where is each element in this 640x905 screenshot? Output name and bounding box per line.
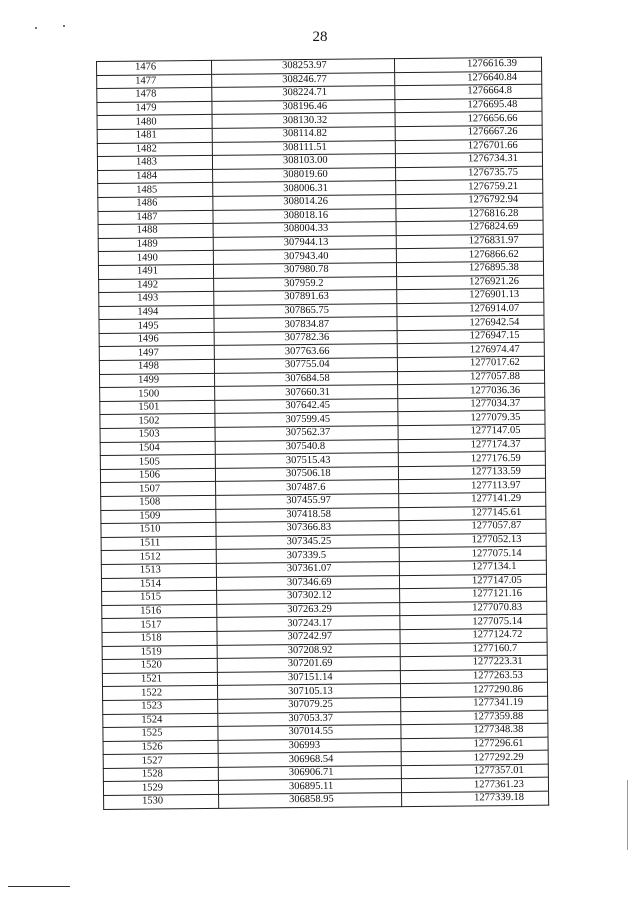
x-coordinate-cell: 307599.45: [215, 412, 398, 427]
x-coordinate-cell: 307506.18: [215, 466, 398, 481]
y-coordinate-cell: 1277034.37: [398, 397, 545, 412]
y-coordinate-cell: 1277359.88: [401, 710, 548, 725]
point-number-cell: 1515: [102, 591, 217, 606]
point-number-cell: 1522: [103, 686, 218, 701]
point-number-cell: 1521: [102, 672, 217, 687]
scan-speck: [63, 25, 65, 27]
point-number-cell: 1477: [97, 74, 212, 89]
point-number-cell: 1476: [97, 60, 212, 75]
point-number-cell: 1499: [100, 373, 215, 388]
point-number-cell: 1500: [100, 387, 215, 402]
point-number-cell: 1514: [101, 577, 216, 592]
point-number-cell: 1507: [101, 482, 216, 497]
table-row: [104, 791, 549, 809]
y-coordinate-cell: 1276824.69: [396, 220, 543, 235]
footer-rule: [8, 886, 70, 887]
x-coordinate-cell: 306895.11: [218, 779, 401, 794]
point-number-cell: 1520: [102, 658, 217, 673]
point-number-cell: 1490: [98, 251, 213, 266]
page-number: 28: [312, 29, 328, 45]
y-coordinate-cell: 1277176.59: [398, 451, 545, 466]
point-number-cell: 1501: [100, 400, 215, 415]
x-coordinate-cell: 308196.46: [212, 99, 395, 114]
point-number-cell: 1483: [97, 156, 212, 171]
y-coordinate-cell: 1277141.29: [399, 492, 546, 507]
x-coordinate-cell: 307515.43: [215, 453, 398, 468]
x-coordinate-cell: 307684.58: [215, 371, 398, 386]
x-coordinate-cell: 308253.97: [211, 59, 394, 74]
x-coordinate-cell: 307980.78: [213, 263, 396, 278]
y-coordinate-cell: 1276616.39: [394, 57, 541, 72]
x-coordinate-cell: 307208.92: [217, 643, 400, 658]
point-number-cell: 1518: [102, 631, 217, 646]
x-coordinate-cell: 307242.97: [217, 630, 400, 645]
point-number-cell: 1488: [98, 224, 213, 239]
x-coordinate-cell: 307763.66: [214, 344, 397, 359]
point-number-cell: 1503: [100, 427, 215, 442]
x-coordinate-cell: 306858.95: [219, 793, 402, 808]
y-coordinate-cell: 1276735.75: [396, 166, 543, 181]
x-coordinate-cell: 306993: [218, 738, 401, 753]
x-coordinate-cell: 307755.04: [214, 358, 397, 373]
y-coordinate-cell: 1277361.23: [401, 778, 548, 793]
y-coordinate-cell: 1277121.16: [400, 587, 547, 602]
y-coordinate-cell: 1276921.26: [397, 275, 544, 290]
point-number-cell: 1485: [98, 183, 213, 198]
point-number-cell: 1496: [99, 332, 214, 347]
y-coordinate-cell: 1277263.53: [400, 669, 547, 684]
y-coordinate-cell: 1277079.35: [398, 411, 545, 426]
x-coordinate-cell: 307834.87: [214, 317, 397, 332]
y-coordinate-cell: 1276942.54: [397, 315, 544, 330]
y-coordinate-cell: 1277133.59: [398, 465, 545, 480]
point-number-cell: 1530: [104, 794, 219, 809]
point-number-cell: 1495: [99, 319, 214, 334]
x-coordinate-cell: 308006.31: [213, 181, 396, 196]
point-number-cell: 1502: [100, 414, 215, 429]
point-number-cell: 1506: [100, 468, 215, 483]
y-coordinate-cell: 1277070.83: [400, 601, 547, 616]
y-coordinate-cell: 1277075.14: [399, 547, 546, 562]
point-number-cell: 1511: [101, 536, 216, 551]
x-coordinate-cell: 307345.25: [216, 534, 399, 549]
x-coordinate-cell: 308130.32: [212, 113, 395, 128]
x-coordinate-cell: 307079.25: [218, 698, 401, 713]
x-coordinate-cell: 307865.75: [214, 303, 397, 318]
y-coordinate-cell: 1276695.48: [395, 98, 542, 113]
point-number-cell: 1517: [102, 618, 217, 633]
y-coordinate-cell: 1276831.97: [396, 234, 543, 249]
point-number-cell: 1482: [97, 142, 212, 157]
point-number-cell: 1497: [99, 346, 214, 361]
point-number-cell: 1505: [100, 455, 215, 470]
x-coordinate-cell: 307151.14: [217, 670, 400, 685]
x-coordinate-cell: 307361.07: [216, 562, 399, 577]
x-coordinate-cell: 307959.2: [214, 276, 397, 291]
x-coordinate-cell: 308019.60: [213, 167, 396, 182]
x-coordinate-cell: 308103.00: [212, 154, 395, 169]
y-coordinate-cell: 1277341.19: [401, 696, 548, 711]
x-coordinate-cell: 307487.6: [216, 480, 399, 495]
x-coordinate-cell: 307782.36: [214, 330, 397, 345]
y-coordinate-cell: 1277075.14: [400, 615, 547, 630]
point-number-cell: 1516: [102, 604, 217, 619]
y-coordinate-cell: 1276974.47: [397, 343, 544, 358]
y-coordinate-cell: 1277348.38: [401, 723, 548, 738]
y-coordinate-cell: 1277223.31: [400, 655, 547, 670]
y-coordinate-cell: 1276664.8: [395, 84, 542, 99]
point-number-cell: 1493: [99, 291, 214, 306]
y-coordinate-cell: 1277292.29: [401, 750, 548, 765]
coordinates-table: [96, 57, 549, 810]
point-number-cell: 1492: [99, 278, 214, 293]
point-number-cell: 1529: [103, 781, 218, 796]
x-coordinate-cell: 307263.29: [217, 602, 400, 617]
y-coordinate-cell: 1277113.97: [399, 479, 546, 494]
point-number-cell: 1508: [101, 495, 216, 510]
x-coordinate-cell: 307366.83: [216, 521, 399, 536]
point-number-cell: 1513: [101, 563, 216, 578]
x-coordinate-cell: 307642.45: [215, 398, 398, 413]
x-coordinate-cell: 307660.31: [215, 385, 398, 400]
y-coordinate-cell: 1276914.07: [397, 302, 544, 317]
y-coordinate-cell: 1276895.38: [396, 261, 543, 276]
x-coordinate-cell: 308224.71: [212, 86, 395, 101]
x-coordinate-cell: 307105.13: [218, 684, 401, 699]
y-coordinate-cell: 1277124.72: [400, 628, 547, 643]
x-coordinate-cell: 308004.33: [213, 222, 396, 237]
x-coordinate-cell: 308114.82: [212, 127, 395, 142]
point-number-cell: 1491: [98, 264, 213, 279]
point-number-cell: 1524: [103, 713, 218, 728]
x-coordinate-cell: 307562.37: [215, 426, 398, 441]
point-number-cell: 1486: [98, 196, 213, 211]
y-coordinate-cell: 1277036.36: [398, 383, 545, 398]
x-coordinate-cell: 307455.97: [216, 494, 399, 509]
x-coordinate-cell: 307891.63: [214, 290, 397, 305]
y-coordinate-cell: 1276734.31: [395, 152, 542, 167]
x-coordinate-cell: 306906.71: [218, 765, 401, 780]
y-coordinate-cell: 1276816.28: [396, 207, 543, 222]
x-coordinate-cell: 308018.16: [213, 208, 396, 223]
scan-edge-line: [627, 780, 628, 850]
point-number-cell: 1528: [103, 767, 218, 782]
point-number-cell: 1527: [103, 754, 218, 769]
y-coordinate-cell: 1276701.66: [395, 139, 542, 154]
y-coordinate-cell: 1276947.15: [397, 329, 544, 344]
y-coordinate-cell: 1277145.61: [399, 506, 546, 521]
x-coordinate-cell: 307346.69: [216, 575, 399, 590]
y-coordinate-cell: 1277134.1: [399, 560, 546, 575]
point-number-cell: 1494: [99, 305, 214, 320]
x-coordinate-cell: 307540.8: [215, 439, 398, 454]
x-coordinate-cell: 307302.12: [217, 589, 400, 604]
y-coordinate-cell: 1277339.18: [402, 791, 549, 806]
y-coordinate-cell: 1277160.7: [400, 642, 547, 657]
x-coordinate-cell: 307014.55: [218, 725, 401, 740]
point-number-cell: 1487: [98, 210, 213, 225]
x-coordinate-cell: 307053.37: [218, 711, 401, 726]
point-number-cell: 1479: [97, 101, 212, 116]
coordinates-table-body: [97, 57, 549, 809]
y-coordinate-cell: 1277147.05: [399, 574, 546, 589]
point-number-cell: 1504: [100, 441, 215, 456]
point-number-cell: 1526: [103, 740, 218, 755]
x-coordinate-cell: 306968.54: [218, 752, 401, 767]
y-coordinate-cell: 1277057.87: [399, 519, 546, 534]
y-coordinate-cell: 1277296.61: [401, 737, 548, 752]
point-number-cell: 1509: [101, 509, 216, 524]
y-coordinate-cell: 1277174.37: [398, 438, 545, 453]
x-coordinate-cell: 308111.51: [212, 140, 395, 155]
x-coordinate-cell: 308014.26: [213, 195, 396, 210]
point-number-cell: 1481: [97, 128, 212, 143]
y-coordinate-cell: 1276901.13: [397, 288, 544, 303]
point-number-cell: 1519: [102, 645, 217, 660]
point-number-cell: 1480: [97, 115, 212, 130]
x-coordinate-cell: 307339.5: [216, 548, 399, 563]
x-coordinate-cell: 307201.69: [217, 657, 400, 672]
y-coordinate-cell: 1277017.62: [397, 356, 544, 371]
point-number-cell: 1484: [98, 169, 213, 184]
y-coordinate-cell: 1277052.13: [399, 533, 546, 548]
y-coordinate-cell: 1276759.21: [396, 180, 543, 195]
x-coordinate-cell: 307944.13: [213, 235, 396, 250]
x-coordinate-cell: 307943.40: [213, 249, 396, 264]
y-coordinate-cell: 1277290.86: [400, 683, 547, 698]
point-number-cell: 1510: [101, 523, 216, 538]
y-coordinate-cell: 1276792.94: [396, 193, 543, 208]
y-coordinate-cell: 1276656.66: [395, 112, 542, 127]
point-number-cell: 1523: [103, 699, 218, 714]
x-coordinate-cell: 307418.58: [216, 507, 399, 522]
y-coordinate-cell: 1276866.62: [396, 248, 543, 263]
x-coordinate-cell: 307243.17: [217, 616, 400, 631]
point-number-cell: 1478: [97, 88, 212, 103]
y-coordinate-cell: 1276640.84: [395, 71, 542, 86]
y-coordinate-cell: 1277357.01: [401, 764, 548, 779]
point-number-cell: 1512: [101, 550, 216, 565]
point-number-cell: 1525: [103, 726, 218, 741]
y-coordinate-cell: 1277057.88: [397, 370, 544, 385]
point-number-cell: 1489: [98, 237, 213, 252]
y-coordinate-cell: 1277147.05: [398, 424, 545, 439]
x-coordinate-cell: 308246.77: [212, 72, 395, 87]
point-number-cell: 1498: [99, 359, 214, 374]
y-coordinate-cell: 1276667.26: [395, 125, 542, 140]
